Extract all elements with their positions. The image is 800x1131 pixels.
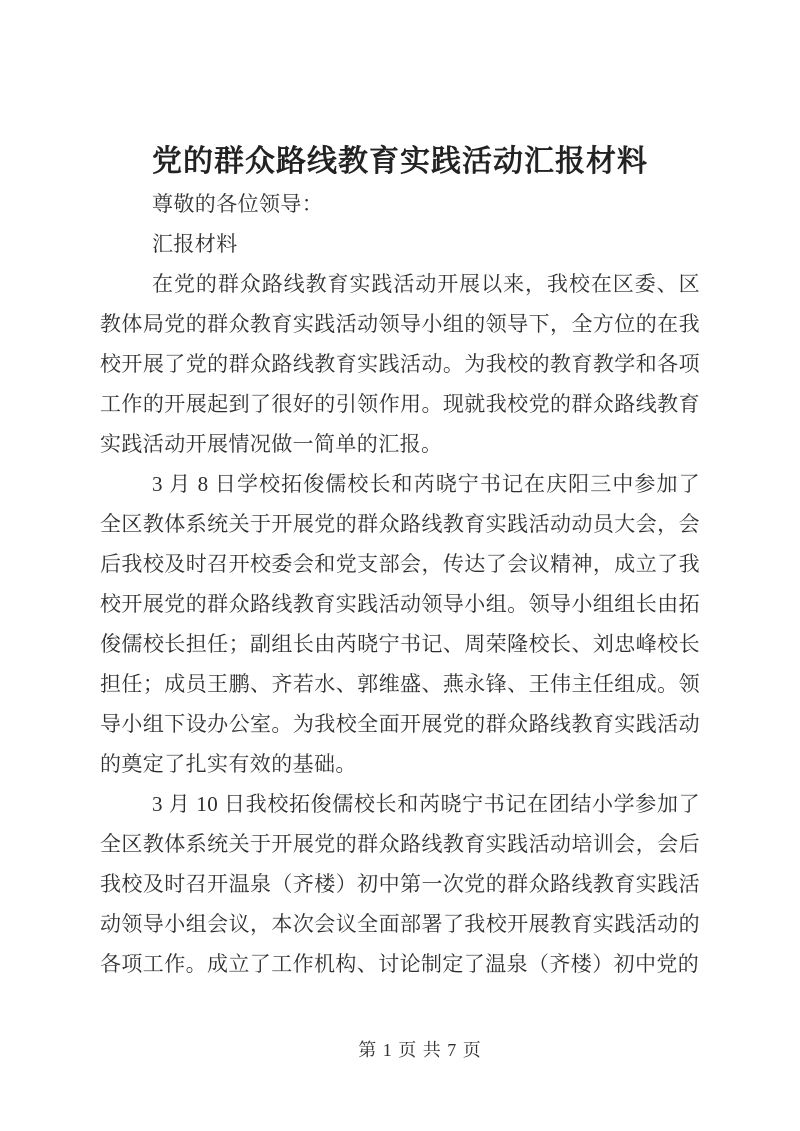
body-paragraph-3: 3 月 10 日我校拓俊儒校长和芮晓宁书记在团结小学参加了全区教体系统关于开展党的群众路线教育实践活动培训会，会后我校及时召开温泉（齐楼）初中第一次党的群众路线教育实践活动领导小组会议，本次会议全面部署了我校开展教育实践活动的各项工作。成立了工作机构、讨论制定了温泉（齐楼）初中党的 <box>100 792 700 976</box>
body-paragraph-1: 在党的群众路线教育实践活动开展以来，我校在区委、区教体局党的群众教育实践活动领导小组的领导下，全方位的在我校开展了党的群众路线教育实践活动。为我校的教育教学和各项工作的开展起到了很好的引领作用。现就我校党的群众路线教育实践活动开展情况做一简单的汇报。 <box>100 272 700 456</box>
body-paragraph-2: 3 月 8 日学校拓俊儒校长和芮晓宁书记在庆阳三中参加了全区教体系统关于开展党的群众路线教育实践活动动员大会，会后我校及时召开校委会和党支部会，传达了会议精神，成立了我校开展党的群众路线教育实践活动领导小组。领导小组组长由拓俊儒校长担任；副组长由芮晓宁书记、周荣隆校长、刘忠峰校长担任；成员王鹏、齐若水、郭维盛、燕永锋、王伟主任组成。领导小组下设办公室。为我校全面开展党的群众路线教育实践活动的奠定了扎实有效的基础。 <box>100 472 700 776</box>
salutation-paragraph: 尊敬的各位领导： <box>152 192 324 216</box>
page-footer <box>40 1036 800 1062</box>
page-title: 党的群众路线教育实践活动汇报材料 <box>152 145 648 178</box>
page-number-label: 第 1 页 共 7 页 <box>358 1040 482 1060</box>
document-body <box>100 140 700 984</box>
subtitle-paragraph: 汇报材料 <box>152 232 238 256</box>
